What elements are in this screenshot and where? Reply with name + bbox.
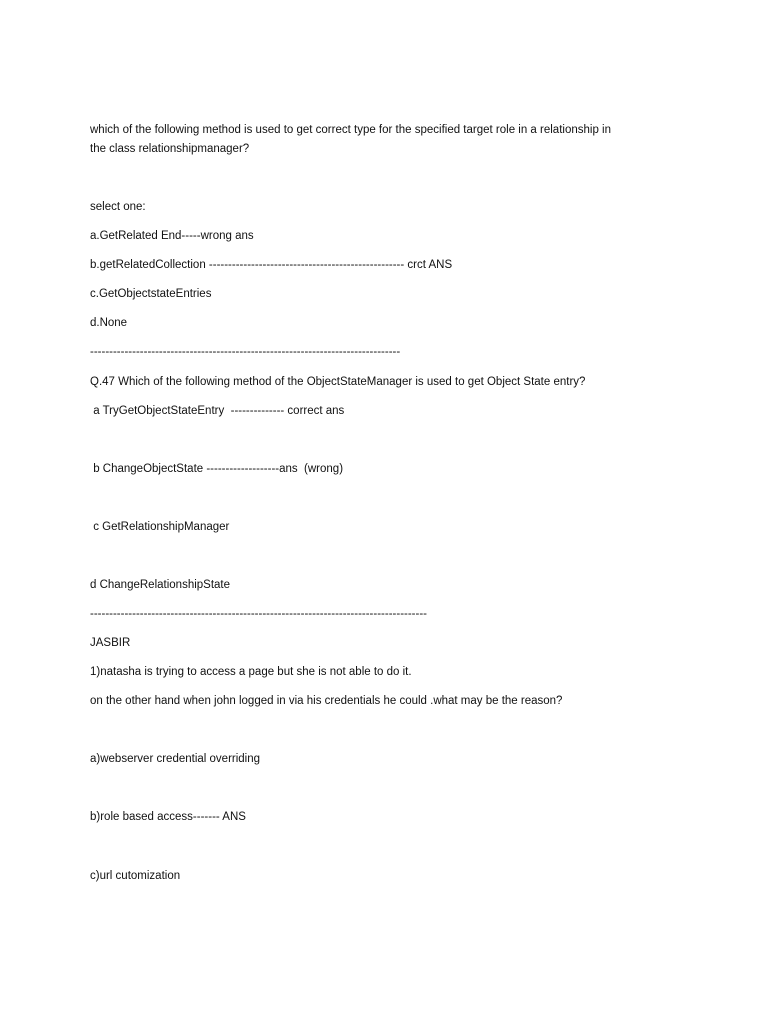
jasbir-option-c: c)url cutomization <box>90 870 181 882</box>
q1-option-a: a.GetRelated End-----wrong ans <box>90 230 254 242</box>
q1-option-b: b.getRelatedCollection --------------------------------------------------- crct ANS <box>90 259 453 271</box>
jasbir-question-line2: on the other hand when john logged in via his credentials he could .what may be the reason? <box>90 695 563 707</box>
jasbir-heading: JASBIR <box>90 637 131 649</box>
q47-option-c: c GetRelationshipManager <box>90 521 230 533</box>
q1-question-line2: the class relationshipmanager? <box>90 143 250 155</box>
jasbir-question-line1: 1)natasha is trying to access a page but she is not able to do it. <box>90 666 412 678</box>
jasbir-option-a: a)webserver credential overriding <box>90 753 261 765</box>
separator-2: ---------------------------------------------------------------------------------------- <box>90 608 428 620</box>
q47-option-b: b ChangeObjectState -------------------ans (wrong) <box>90 463 344 475</box>
q47-option-d: d ChangeRelationshipState <box>90 579 231 591</box>
jasbir-option-b: b)role based access------- ANS <box>90 811 246 823</box>
separator-1: --------------------------------------------------------------------------------- <box>90 346 401 358</box>
q1-option-d: d.None <box>90 317 128 329</box>
q1-select-one: select one: <box>90 201 146 213</box>
q1-question-line1: which of the following method is used to get correct type for the specified target role in a relationship in <box>90 124 611 136</box>
q47-option-a: a TryGetObjectStateEntry -------------- correct ans <box>90 405 345 417</box>
q1-option-c: c.GetObjectstateEntries <box>90 288 212 300</box>
q47-question: Q.47 Which of the following method of the ObjectStateManager is used to get Object State entry? <box>90 376 586 388</box>
